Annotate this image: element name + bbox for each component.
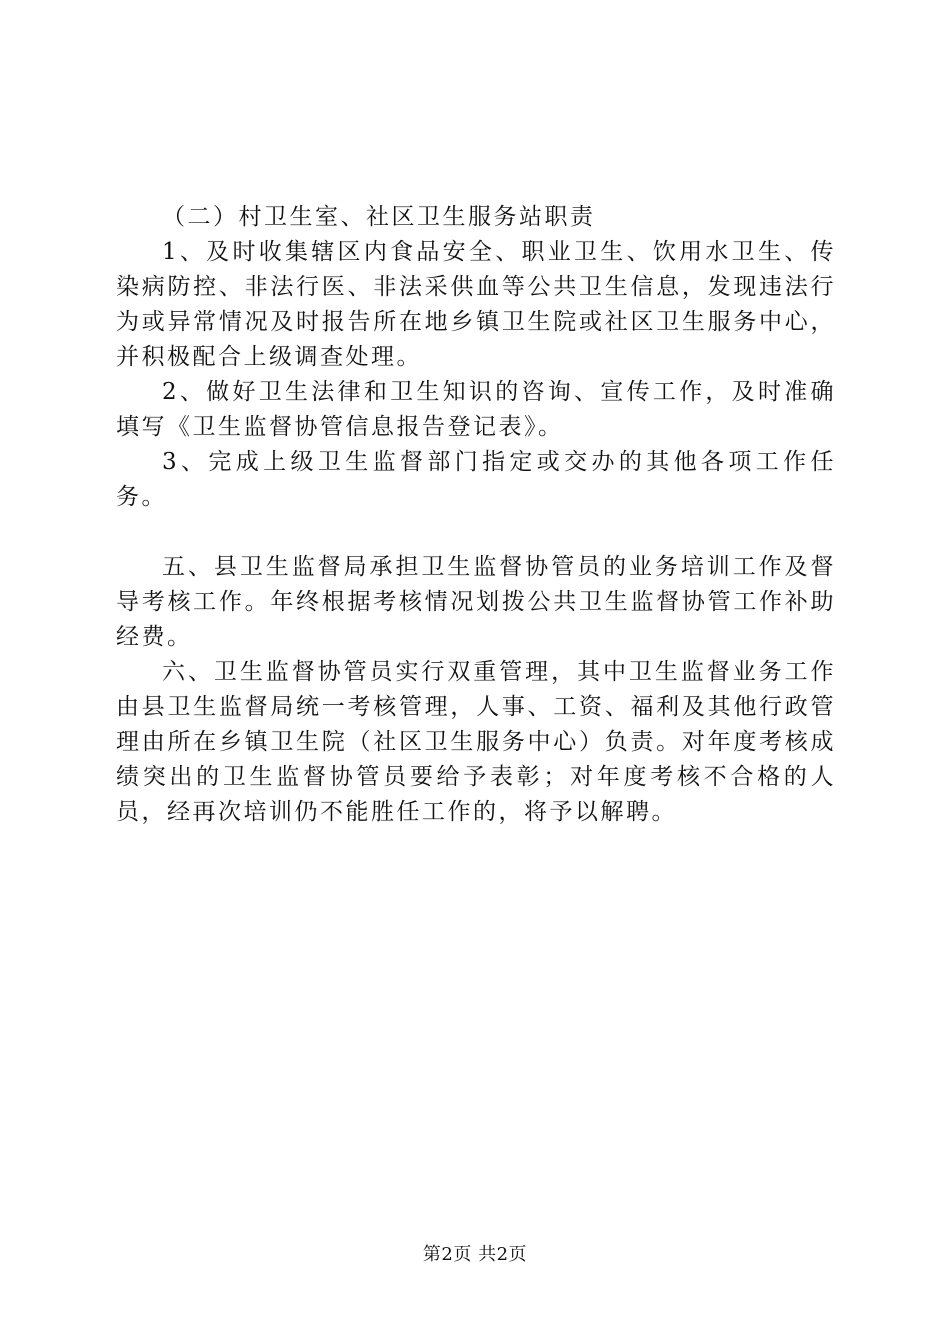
paragraph-item-1: 1、及时收集辖区内食品安全、职业卫生、饮用水卫生、传染病防控、非法行医、非法采供血等公共卫生信息，发现违法行为或异常情况及时报告所在地乡镇卫生院或社区卫生服务中心，并积极配合上级调查处理。 [116, 239, 836, 370]
paragraph-item-3: 3、完成上级卫生监督部门指定或交办的其他各项工作任务。 [116, 449, 836, 510]
paragraph-section-five: 五、县卫生监督局承担卫生监督协管员的业务培训工作及督导考核工作。年终根据考核情况划拨公共卫生监督协管工作补助经费。 [116, 554, 836, 650]
paragraph-item-2: 2、做好卫生法律和卫生知识的咨询、宣传工作，及时准确填写《卫生监督协管信息报告登记表》。 [116, 379, 836, 440]
paragraph-spacer [116, 515, 836, 550]
paragraph-section-six: 六、卫生监督协管员实行双重管理，其中卫生监督业务工作由县卫生监督局统一考核管理，人事、工资、福利及其他行政管理由所在乡镇卫生院（社区卫生服务中心）负责。对年度考核成绩突出的卫生监督协管员要给予表彰；对年度考核不合格的人员，经再次培训仍不能胜任工作的，将予以解聘。 [116, 659, 836, 825]
page-footer: 第2页 共2页 [422, 1244, 528, 1265]
document-body [116, 200, 836, 830]
section-heading: （二）村卫生室、社区卫生服务站职责 [162, 204, 596, 230]
